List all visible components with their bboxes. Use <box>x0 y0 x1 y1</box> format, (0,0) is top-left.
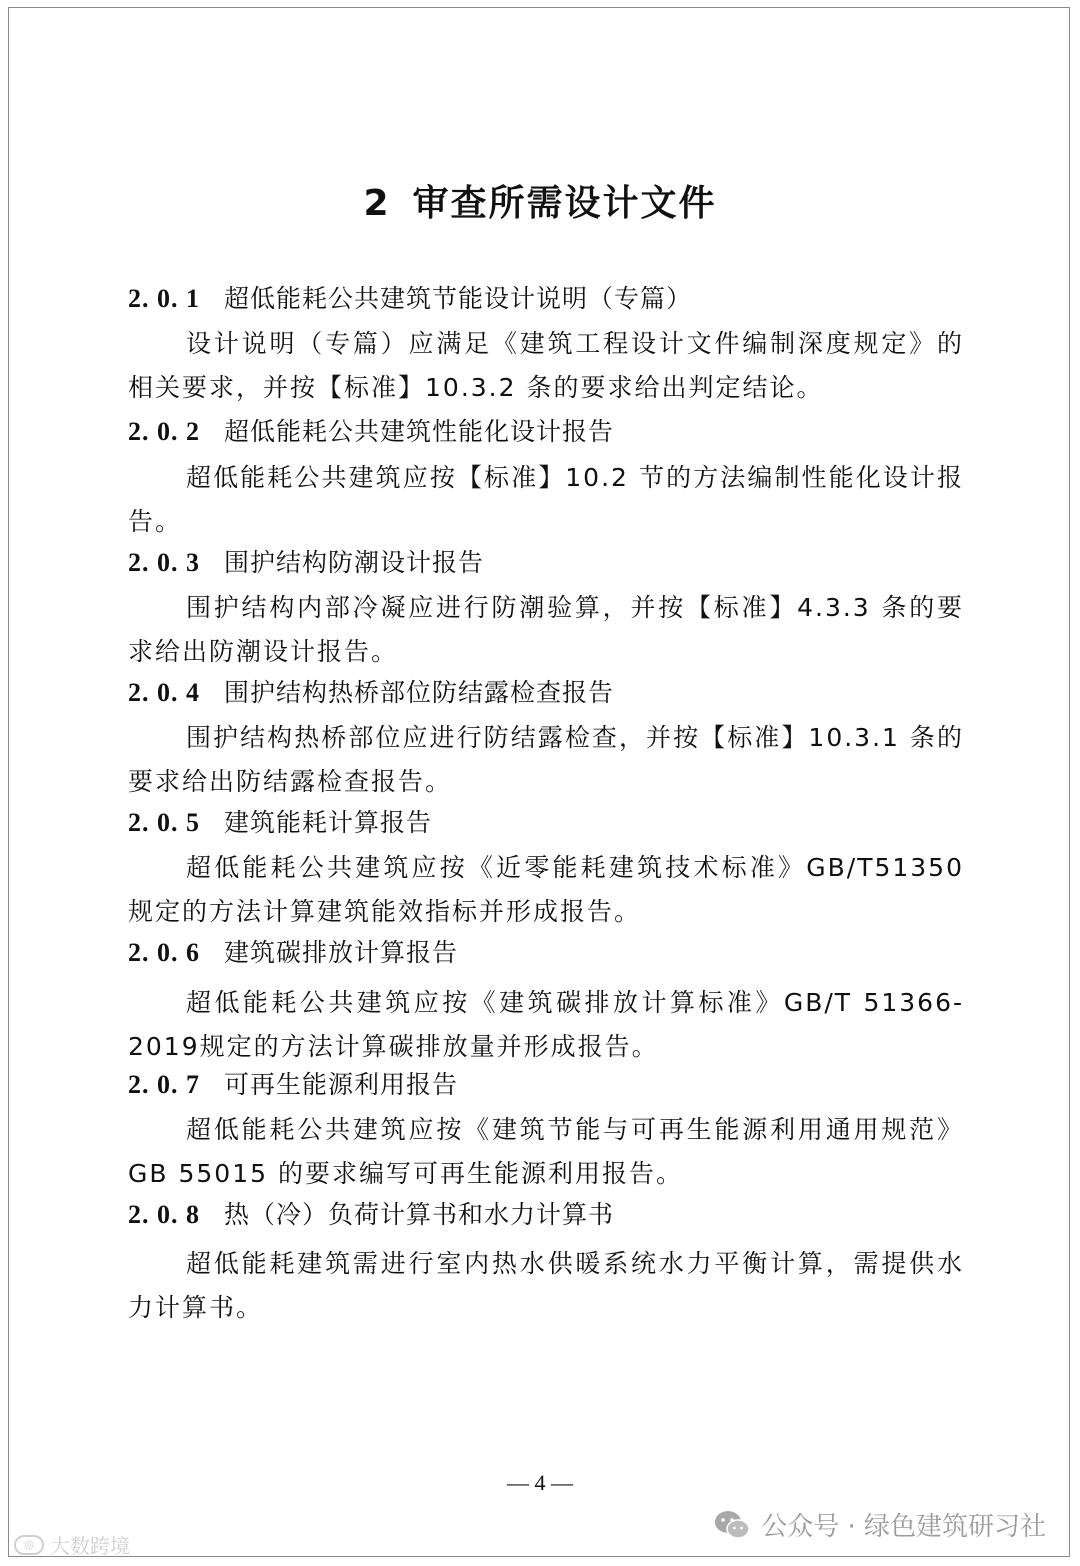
section-heading <box>128 1198 614 1232</box>
section-number: 2. 0. 6 <box>128 938 200 967</box>
dashuju-logo-icon: ◎ <box>14 1535 44 1555</box>
section-title: 建筑碳排放计算报告 <box>224 938 459 967</box>
section-number: 2. 0. 4 <box>128 678 200 707</box>
page-number: — 4 — <box>507 1470 573 1495</box>
page-title <box>0 178 1080 230</box>
chapter-number: 2 <box>363 183 391 224</box>
section-body: 超低能耗公共建筑应按《建筑节能与可再生能源利用通用规范》GB 55015 的要求编写可再生能源利用报告。 <box>128 1115 964 1188</box>
section-heading <box>128 282 692 316</box>
watermark-right-text: 公众号 · 绿色建筑研习社 <box>761 1512 1046 1542</box>
section-title: 热（冷）负荷计算书和水力计算书 <box>224 1200 615 1229</box>
wechat-icon <box>713 1509 751 1541</box>
section-body: 超低能耗公共建筑应按《建筑碳排放计算标准》GB/T 51366-2019规定的方法计算碳排放量并形成报告。 <box>128 988 964 1061</box>
section-number: 2. 0. 8 <box>128 1200 200 1229</box>
section-number: 2. 0. 5 <box>128 808 200 837</box>
watermark-right <box>713 1506 1046 1543</box>
section-number: 2. 0. 2 <box>128 417 200 446</box>
section-heading <box>128 415 614 449</box>
section-number: 2. 0. 3 <box>128 548 200 577</box>
watermark-left-text: 大数跨境 <box>50 1534 130 1558</box>
section-title: 超低能耗公共建筑节能设计说明（专篇） <box>224 284 693 313</box>
section-title: 可再生能源利用报告 <box>224 1070 459 1099</box>
section-body: 设计说明（专篇）应满足《建筑工程设计文件编制深度规定》的相关要求，并按【标准】10.3.2 条的要求给出判定结论。 <box>128 329 964 402</box>
section-heading <box>128 1068 458 1102</box>
section-heading <box>128 676 614 710</box>
section-body: 超低能耗公共建筑应按《近零能耗建筑技术标准》GB/T51350 规定的方法计算建筑能效指标并形成报告。 <box>128 853 964 926</box>
section-title: 围护结构防潮设计报告 <box>224 548 485 577</box>
section-body: 超低能耗公共建筑应按【标准】10.2 节的方法编制性能化设计报告。 <box>128 463 964 536</box>
section-body: 围护结构内部冷凝应进行防潮验算，并按【标准】4.3.3 条的要求给出防潮设计报告。 <box>128 593 964 666</box>
section-body: 超低能耗建筑需进行室内热水供暖系统水力平衡计算，需提供水力计算书。 <box>128 1249 964 1322</box>
section-number: 2. 0. 1 <box>128 284 200 313</box>
section-heading <box>128 806 432 840</box>
section-title: 超低能耗公共建筑性能化设计报告 <box>224 417 615 446</box>
chapter-title: 审查所需设计文件 <box>412 183 717 224</box>
section-heading <box>128 546 484 580</box>
section-title: 建筑能耗计算报告 <box>224 808 433 837</box>
section-heading <box>128 936 458 970</box>
section-number: 2. 0. 7 <box>128 1070 200 1099</box>
watermark-left <box>14 1530 130 1559</box>
section-body: 围护结构热桥部位应进行防结露检查，并按【标准】10.3.1 条的要求给出防结露检查报告。 <box>128 723 964 796</box>
section-title: 围护结构热桥部位防结露检查报告 <box>224 678 615 707</box>
